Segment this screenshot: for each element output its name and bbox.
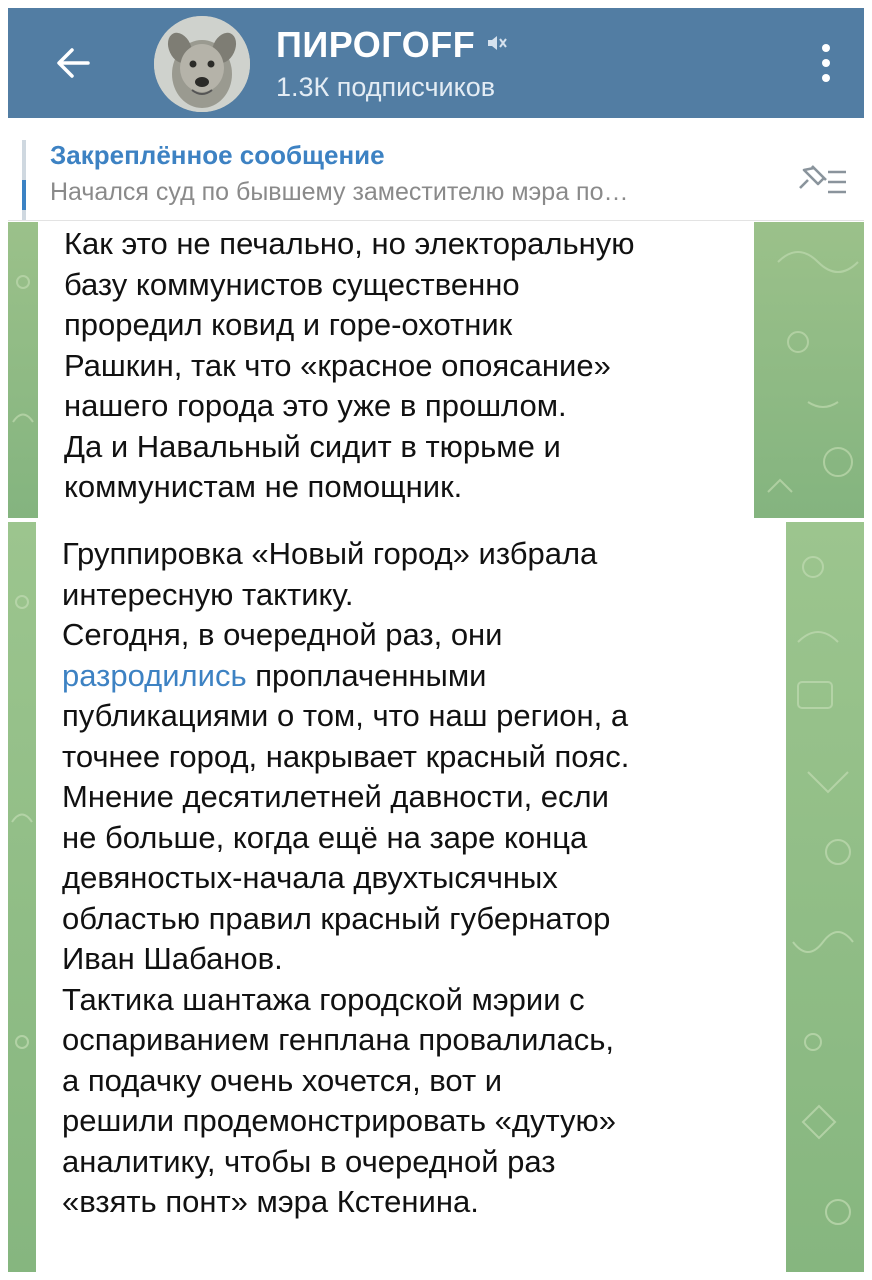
pinned-title: Закреплённое сообщение (50, 140, 385, 170)
dog-avatar-icon (154, 16, 250, 112)
pinned-message-bar[interactable] (8, 118, 864, 221)
message-bubble[interactable] (38, 222, 754, 518)
message-link[interactable]: разродились (62, 657, 247, 693)
muted-speaker-icon (484, 30, 510, 56)
arrow-left-icon (48, 38, 98, 88)
more-vertical-icon (808, 36, 844, 90)
subscriber-count: 1.3К подписчиков (276, 72, 496, 102)
chat-header (8, 8, 864, 118)
channel-title[interactable]: ПИРОГОFF (276, 24, 476, 65)
message-text-part: Группировка «Новый город» избрала интересную тактику. Сегодня, в очередной раз, они (62, 536, 598, 652)
pinned-preview: Начался суд по бывшему заместителю мэра по… (50, 178, 629, 206)
pinned-indicator-active (22, 180, 26, 210)
chat-panel-2 (8, 522, 864, 1272)
message-bubble[interactable] (36, 522, 786, 1272)
back-button[interactable] (48, 38, 98, 88)
more-options-button[interactable] (808, 36, 844, 90)
message-text (62, 534, 776, 1223)
channel-avatar[interactable] (154, 16, 250, 112)
pinned-list-button[interactable] (794, 158, 850, 202)
pinned-list-icon (794, 158, 850, 202)
message-text-part: проплаченными публикациями о том, что наш регион, а точнее город, накрывает красный пояс. Мнение десятилетней давности, если не больше, когда ещё на заре конца девяностых-начала двухтысячных областью правил красный губернатор Иван Шабанов. Тактика шантажа городской мэрии с оспариванием генплана провалилась, а подачку очень хочется, вот и решили продемонстрировать «дутую» аналитику, чтобы в очередной раз «взять понт» мэра Кстенина. (62, 657, 630, 1219)
chat-panel-1 (8, 222, 864, 518)
message-text: Как это не печально, но электоральную базу коммунистов существенно проредил ковид и горе-охотник Рашкин, так что «красное опоясание» нашего города это уже в прошлом. Да и Навальный сидит в тюрьме и коммунистам не помощник. (64, 226, 635, 504)
